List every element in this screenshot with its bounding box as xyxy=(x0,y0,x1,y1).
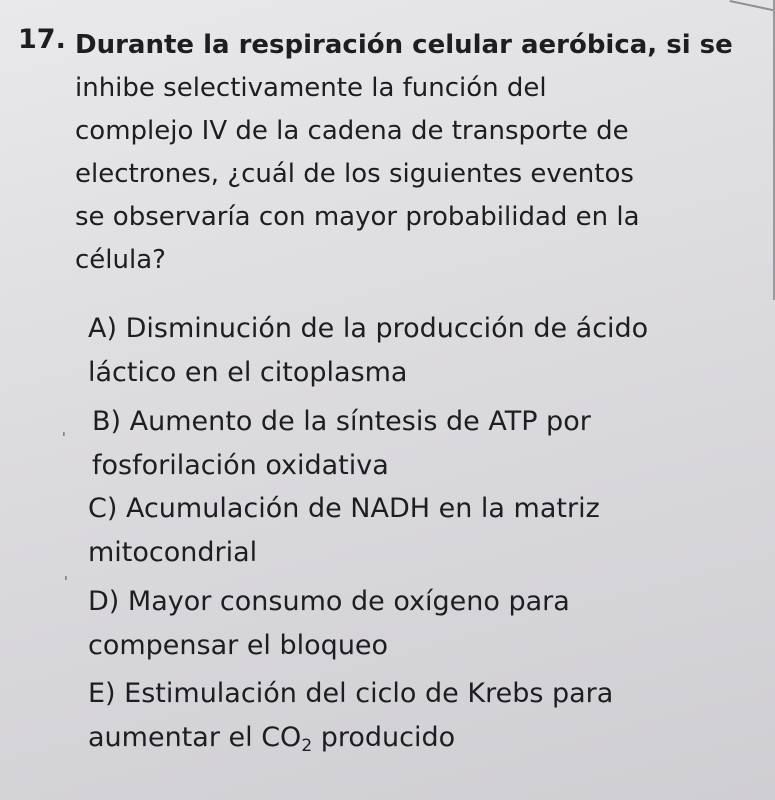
paper-edge xyxy=(730,0,774,11)
option-c-line: mitocondrial xyxy=(88,537,258,568)
option-e-text: aumentar el xyxy=(88,722,262,753)
stem-line: electrones, ¿cuál de los siguientes eventos xyxy=(75,159,634,189)
option-c-line: C) Acumulación de NADH en la matriz xyxy=(88,493,600,524)
option-e-text: producido xyxy=(312,722,456,753)
stem-line: inhibe selectivamente la función del xyxy=(75,73,547,103)
question-stem xyxy=(75,24,745,282)
option-c[interactable] xyxy=(88,487,758,575)
option-a-line: láctico en el citoplasma xyxy=(88,357,408,388)
co2-subscript: 2 xyxy=(301,736,313,756)
option-e-line xyxy=(88,716,758,768)
stem-line: se observaría con mayor probabilidad en la xyxy=(75,202,640,232)
option-a-line: A) Disminución de la producción de ácido xyxy=(88,313,649,344)
option-e[interactable] xyxy=(88,672,758,768)
option-a[interactable] xyxy=(88,307,758,395)
stem-line: complejo IV de la cadena de transporte de xyxy=(75,116,629,146)
question-number: 17. xyxy=(18,24,66,55)
pen-mark: ˌ xyxy=(64,566,68,582)
option-b[interactable] xyxy=(92,400,762,488)
co2-formula: CO xyxy=(261,722,302,753)
option-b-line: B) Aumento de la síntesis de ATP por xyxy=(92,406,591,437)
option-d-line: compensar el bloqueo xyxy=(88,630,389,661)
pen-mark: ˌ xyxy=(62,422,66,438)
stem-line: célula? xyxy=(75,245,166,275)
option-b-line: fosforilación oxidativa xyxy=(92,450,389,481)
option-e-line: E) Estimulación del ciclo de Krebs para xyxy=(88,678,614,709)
option-d-line: D) Mayor consumo de oxígeno para xyxy=(88,586,570,617)
stem-line: Durante la respiración celular aeróbica, si se xyxy=(75,30,733,60)
option-d[interactable] xyxy=(88,580,758,668)
